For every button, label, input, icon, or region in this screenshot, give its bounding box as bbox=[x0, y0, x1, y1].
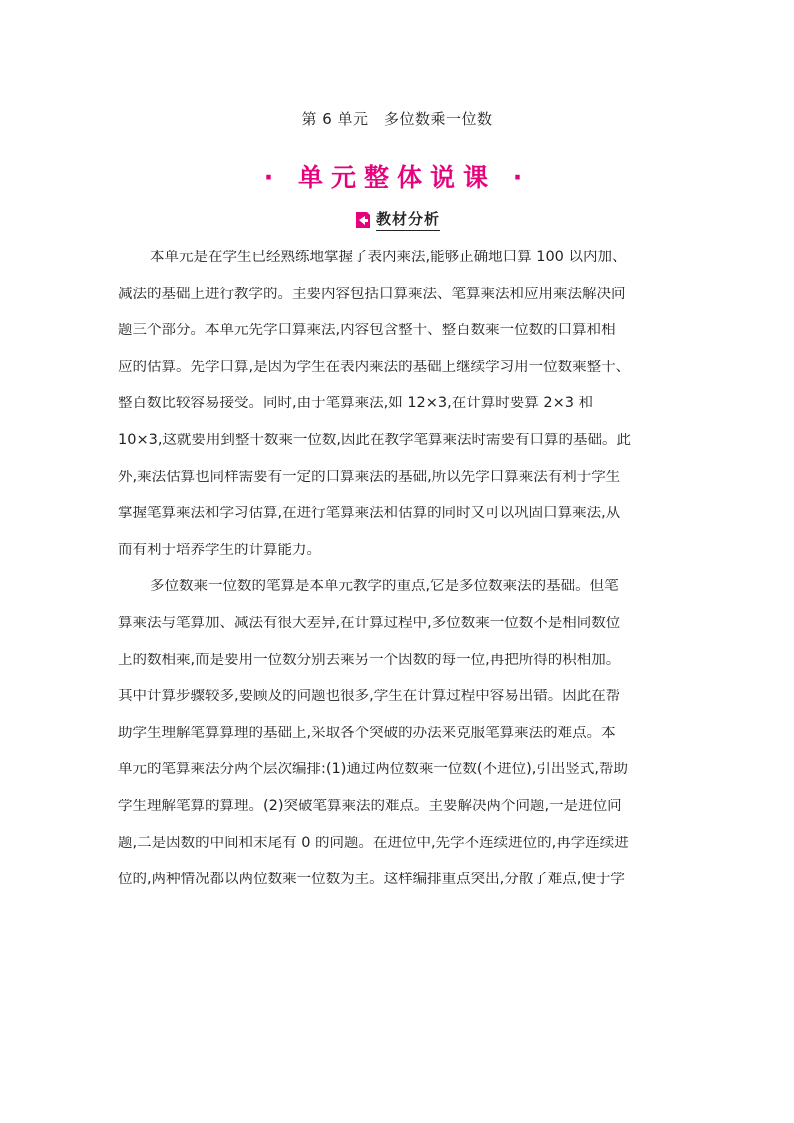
paragraph-line: 外,乘法估算也同样需要有一定的口算乘法的基础,所以先学口算乘法有利于学生 bbox=[118, 469, 621, 485]
paragraph-line: 单元的笔算乘法分两个层次编排:(1)通过两位数乘一位数(不进位),引出竖式,帮助 bbox=[118, 762, 628, 778]
paragraph-line: 助学生理解笔算算理的基础上,采取各个突破的办法来克服笔算乘法的难点。本 bbox=[118, 725, 616, 741]
paragraph-line: 题三个部分。本单元先学口算乘法,内容包含整十、整百数乘一位数的口算和相 bbox=[118, 323, 616, 339]
paragraph-line: 整百数比较容易接受。同时,由于笔算乘法,如 12×3,在计算时要算 2×3 和 bbox=[118, 396, 594, 412]
bookmark-arrow-icon bbox=[354, 211, 372, 229]
paragraph-line: 多位数乘一位数的笔算是本单元教学的重点,它是多位数乘法的基础。但笔 bbox=[150, 579, 619, 595]
paragraph-line: 算乘法与笔算加、减法有很大差异,在计算过程中,多位数乘一位数不是相同数位 bbox=[118, 615, 621, 631]
body-text bbox=[118, 250, 680, 909]
subsection-heading bbox=[0, 208, 794, 231]
paragraph-line: 学生理解笔算的算理。(2)突破笔算乘法的难点。主要解决两个问题,一是进位问 bbox=[118, 798, 622, 814]
paragraph-line: 减法的基础上进行教学的。主要内容包括口算乘法、笔算乘法和应用乘法解决问 bbox=[118, 286, 626, 302]
paragraph-line: 位的,两种情况都以两位数乘一位数为主。这样编排重点突出,分散了难点,便于学 bbox=[118, 872, 625, 888]
paragraph-line: 而有利于培养学生的计算能力。 bbox=[118, 542, 321, 558]
paragraph-line: 其中计算步骤较多,要顾及的问题也很多,学生在计算过程中容易出错。因此在帮 bbox=[118, 689, 621, 705]
paragraph-line: 题,二是因数的中间和末尾有 0 的问题。在进位中,先学不连续进位的,再学连续进 bbox=[118, 835, 629, 851]
unit-title: 第 6 单元 多位数乘一位数 bbox=[301, 110, 493, 128]
paragraph-line: 应的估算。先学口算,是因为学生在表内乘法的基础上继续学习用一位数乘整十、 bbox=[118, 359, 631, 375]
paragraph-line: 本单元是在学生已经熟练地掌握了表内乘法,能够正确地口算 100 以内加、 bbox=[150, 250, 627, 265]
subsection-label: 教材分析 bbox=[376, 208, 440, 231]
paragraph-line: 10×3,这就要用到整十数乘一位数,因此在教学笔算乘法时需要有口算的基础。此 bbox=[118, 432, 632, 448]
section-banner: · 单元整体说课 · bbox=[263, 163, 531, 192]
paragraph-line: 掌握笔算乘法和学习估算,在进行笔算乘法和估算的同时又可以巩固口算乘法,从 bbox=[118, 506, 621, 522]
paragraph-line: 上的数相乘,而是要用一位数分别去乘另一个因数的每一位,再把所得的积相加。 bbox=[118, 652, 621, 668]
